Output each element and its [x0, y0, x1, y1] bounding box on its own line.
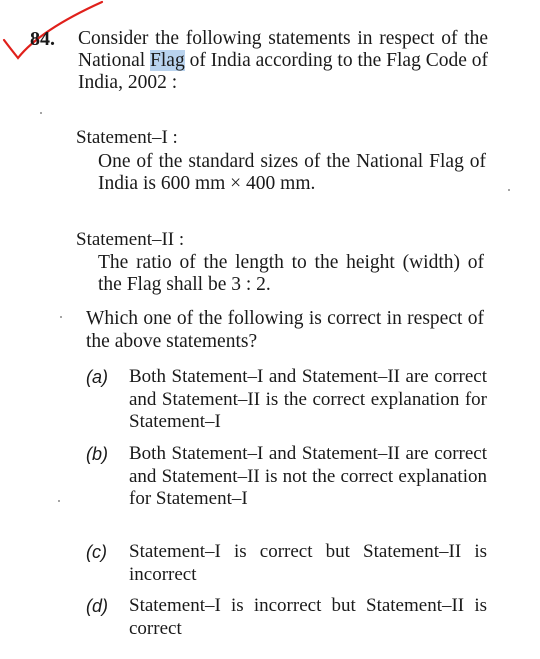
option-d-text: Statement–I is incorrect but Statement–II is correct — [129, 595, 487, 639]
option-a[interactable] — [86, 366, 487, 436]
scan-speck — [508, 189, 510, 191]
question-text-end: of India according to the Flag Code of India, 2002 : — [78, 50, 488, 93]
statement-2-label: Statement–II : — [76, 229, 185, 250]
scan-speck — [40, 112, 42, 114]
scan-speck — [60, 316, 62, 318]
question-text — [78, 28, 488, 94]
statement-1-text: One of the standard sizes of the National Flag of India is 600 mm × 400 mm. — [98, 151, 486, 194]
statement-2-text: The ratio of the length to the height (width) of the Flag shall be 3 : 2. — [98, 252, 484, 295]
option-a-text: Both Statement–I and Statement–II are correct and Statement–II is the correct explanation for Statement–I — [129, 366, 487, 432]
option-b[interactable] — [86, 443, 487, 535]
highlighted-word: Flag — [150, 50, 185, 71]
question-text-start: Consider the following statements in respect of the National — [78, 28, 488, 71]
option-c[interactable] — [86, 541, 487, 587]
option-d-label: (d) — [86, 596, 108, 616]
statement-1-label: Statement–I : — [76, 127, 178, 148]
option-c-label: (c) — [86, 542, 107, 562]
option-c-text: Statement–I is correct but Statement–II is incorrect — [129, 541, 487, 585]
question-number: 84. — [30, 28, 55, 50]
option-d[interactable] — [86, 595, 487, 641]
option-b-label: (b) — [86, 444, 108, 464]
option-b-text: Both Statement–I and Statement–II are correct and Statement–II is not the correct explanation for Statement–I — [129, 443, 487, 509]
option-a-label: (a) — [86, 367, 108, 387]
scan-speck — [58, 500, 60, 502]
question-prompt: Which one of the following is correct in respect of the above statements? — [86, 308, 484, 352]
